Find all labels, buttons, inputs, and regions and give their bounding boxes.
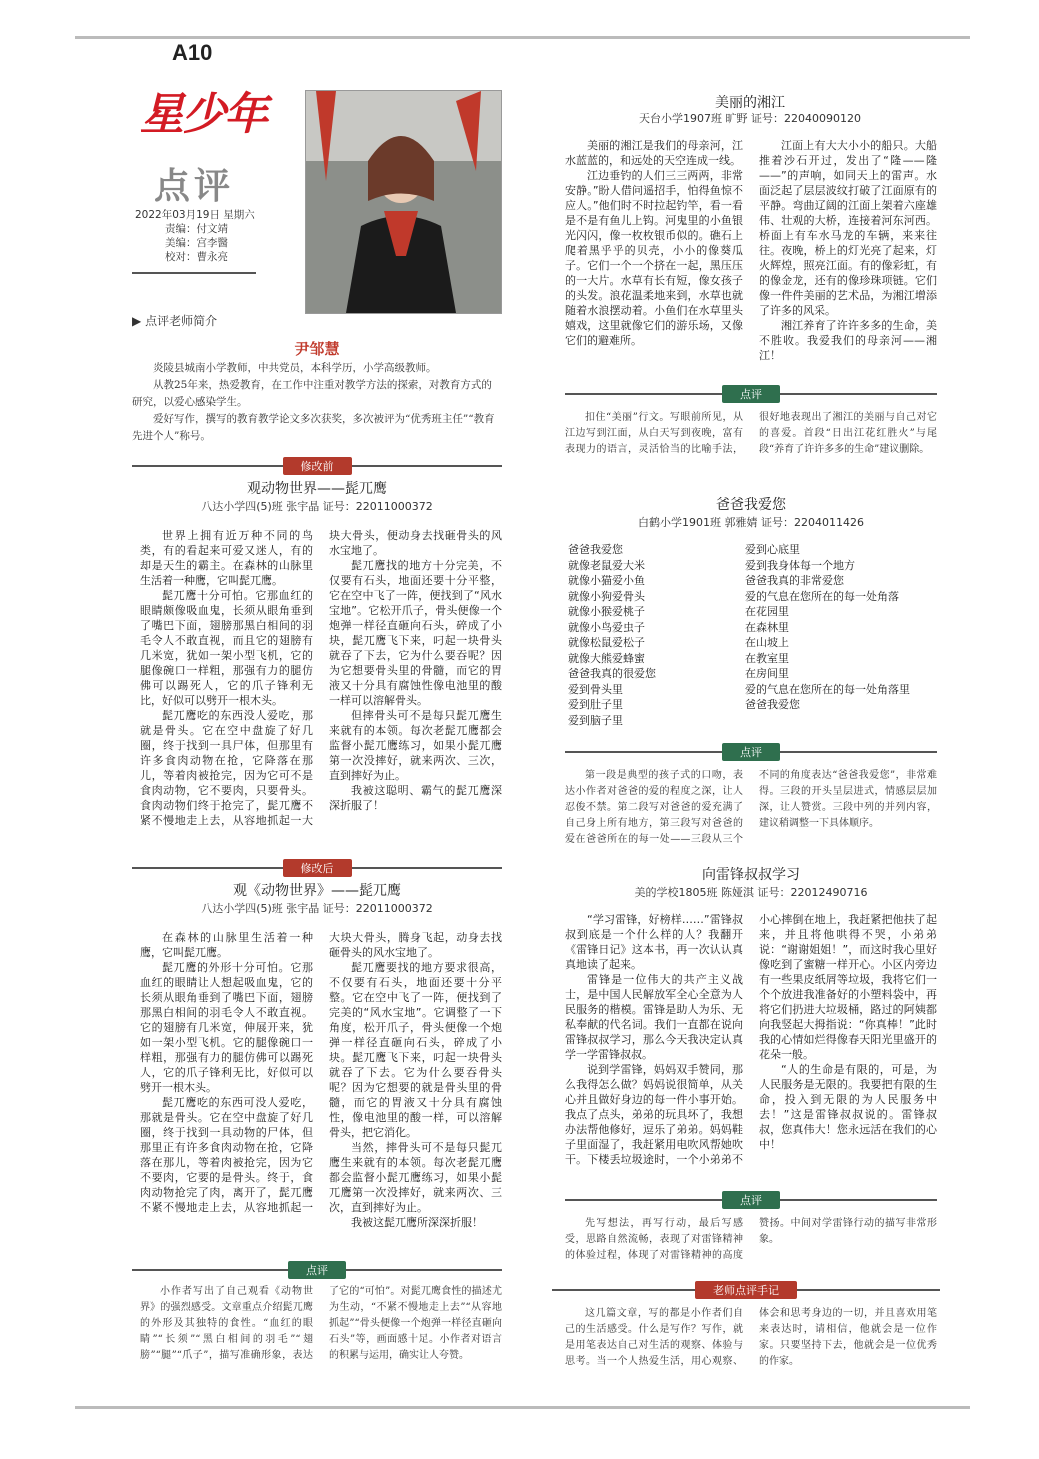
poem-line: 就像老鼠爱大米 xyxy=(568,558,645,572)
comment-1 xyxy=(140,1284,502,1396)
designer: 美编：宫李醫 xyxy=(165,237,228,249)
article1-title: 观动物世界——髭兀鹰 xyxy=(247,481,387,497)
poem-line: 爸爸我爱您 xyxy=(745,698,800,711)
article3-title: 美丽的湘江 xyxy=(715,95,785,111)
article1-para: 我被这聪明、霸气的髭兀鹰深深折服了！ xyxy=(329,784,502,812)
article1-para: 世界上拥有近万种不同的鸟类，有的看起来可爱又迷人，有的却是天生的霸主。在森林的山脉里生活着一种鹰，它叫髭兀鹰。 xyxy=(140,529,313,587)
poem-line: 爱到我身体每一个地方 xyxy=(745,558,855,572)
ribbon-after xyxy=(132,860,502,876)
comment-4 xyxy=(565,1216,937,1272)
article5-para: “人的生命是有限的，可是，为人民服务是无限的。我要把有限的生命，投入到无限的为人民服务中去！”这是雷锋叔叔说的。雷锋叔叔，您真伟大！您永远活在我们的心中！ xyxy=(759,1063,937,1151)
poem-line: 爱的气息在您所在的每一处角落 xyxy=(745,589,899,603)
ribbon-after-label: 修改后 xyxy=(283,859,352,877)
comment-2-text: 扣住“美丽”行文。写眼前所见，从江边写到江面，从白天写到夜晚，富有表现力的语言，灵活恰当的比喻手法，很好地表现出了湘江的美丽与自己对它的喜爱。首段“日出江花红胜火”与尾段“养育了许许多多的生命”建议删除。 xyxy=(565,412,937,455)
ribbon-comment-label: 点评 xyxy=(722,1191,780,1209)
article5-para: 雷锋是一位伟大的共产主义战士，是中国人民解放军全心全意为人民服务的楷模。雷锋是助人为乐、无私奉献的代名词。我们一直都在说向雷锋叔叔学习，那么今天我决定认真学一学雷锋叔叔。 xyxy=(565,973,743,1061)
poem-line: 爱的气息在您所在的每一处角落里 xyxy=(745,682,910,696)
triangle-icon: ▶ xyxy=(132,314,142,328)
poem-line: 在花园里 xyxy=(745,605,789,618)
article1-para: 髭兀鹰找的地方十分完美，不仅要有石头，地面还要十分平整，它在空中飞了一阵，便找到了“风水宝地”。它松开爪子，骨头便像一个炮弹一样径直砸向石头，碎成了小块，髭兀鹰飞下来，叼起一块骨头就吞了下去，它为什么要吞呢？因为它想要骨头里的骨髓，而它的胃液又十分具有腐蚀性像电池里的酸一样可以溶解骨头。 xyxy=(329,559,502,707)
poem-line: 爱到肚子里 xyxy=(568,698,623,711)
poem-line: 就像松鼠爱松子 xyxy=(568,636,645,649)
ribbon-comment-label: 点评 xyxy=(722,385,780,403)
poem-line: 爱到脑子里 xyxy=(568,713,623,727)
article2-para: 髭兀鹰吃的东西可没人爱吃，那就是骨头。它在空中盘旋了好几圈，终于找到一具动物的尸体，但那里正有许多食肉动物在抢，它降落在那儿，等着肉被抢完，因为它不要肉，它要的是骨头。终于，食肉动物抢完了肉，离开了，髭兀鹰不紧不慢地走上去，从容地抓起一大块大骨头，腾身飞起，动身去找砸骨头的风水宝地了。 xyxy=(140,931,502,1214)
ribbon-comment-2 xyxy=(565,386,937,402)
article3-byline: 天台小学1907班 旷野 证号：22040090120 xyxy=(639,112,861,125)
poem-line: 爱到心底里 xyxy=(745,543,800,556)
ribbon-comment-1 xyxy=(132,1262,502,1278)
article2-para: 我被这髭兀鹰所深深折服！ xyxy=(351,1216,483,1229)
comment-4-text: 先写想法，再写行动，最后写感受，思路自然流畅，表现了对雷锋精神的体验过程，体现了对雷锋精神的高度赞扬。中间对学雷锋行动的描写非常形象。 xyxy=(565,1218,937,1261)
poem-line: 就像小猴爱桃子 xyxy=(568,605,645,618)
ribbon-before xyxy=(132,458,502,474)
teacher-intro-label: 点评老师简介 xyxy=(145,314,218,328)
article4-byline: 白鹤小学1901班 郭雅婧 证号：2204011426 xyxy=(638,516,864,529)
article1-para: 髭兀鹰吃的东西没人爱吃，那就是骨头。它在空中盘旋了好几圈，终于找到一具尸体，但那里有许多食肉动物在抢，它降落在那儿，等着肉被抢完，因为它可不是食肉动物，它不要肉，只要骨头。食肉动物们终于抢完了，髭兀鹰不紧不慢地走上去，从容地抓起一大块大骨头，便动身去找砸骨头的风水宝地了。 xyxy=(140,529,502,827)
article3-para: 江面上有大大小小的船只。大船推着沙石开过，发出了“隆——隆——”的声响，如同天上的雷声。水面泛起了层层波纹打破了江面原有的平静。弯曲辽阔的江面上架着六座雄伟、壮观的大桥，连接着河东河西。桥面上有车水马龙的车辆，来来往往。夜晚，桥上的灯光亮了起来，灯火辉煌，照亮江面。有的像彩虹，有的像金龙，还有的像珍珠项链。它们像一件件美丽的艺术品，为湘江增添了许多的风采。 xyxy=(759,139,937,317)
ribbon-teacher-note xyxy=(552,1282,940,1298)
teacher-note-text: 这几篇文章，写的都是小作者们自己的生活感受。什么是写作？写作，就是用笔表达自己对生活的观察、体验与思考。当一个人热爱生活，用心观察、体会和思考身边的一切，并且喜欢用笔来表达时，请相信，他就会是一位作家。只要坚持下去，他就会是一位优秀的作家。 xyxy=(565,1308,937,1367)
article5-body xyxy=(565,912,937,1182)
teacher-name: 尹邹慧 xyxy=(294,340,340,358)
teacher-bio xyxy=(132,360,502,445)
comment-2 xyxy=(565,410,937,482)
article1-body xyxy=(140,528,502,838)
meta-divider xyxy=(132,272,256,274)
teacher-intro-header xyxy=(132,312,217,329)
poem-line: 爸爸我真的非常爱您 xyxy=(745,574,844,587)
proofreader: 校对：曹永亮 xyxy=(165,251,228,263)
article4-title: 爸爸我爱您 xyxy=(716,497,786,513)
article3-para: 江边垂钓的人们三三两两，非常安静。”盼人借问遥招手，怕得鱼惊不应人。”他们时不时拉起钓竿，看一看是不是有鱼儿上钩。河鬼里的小鱼银光闪闪，像一枚枚银币似的。礁石上爬着黑乎乎的贝壳，小小的像葵瓜子。它们一个一个挤在一起，黑压压的一大片。水草有长有短，像女孩子的头发。浪花温柔地来到，水草也就随着水浪摆动着。小鱼们在水草里头嬉戏，这里就像它们的游乐场，又像它们的避难所。 xyxy=(565,169,743,347)
ribbon-teacher-note-label: 老师点评手记 xyxy=(695,1281,797,1299)
comment-3 xyxy=(565,768,937,856)
logo-main: 星少年 xyxy=(140,90,266,139)
article1-para: 但摔骨头可不是每只髭兀鹰生来就有的本领。每次老髭兀鹰都会监督小髭兀鹰练习，如果小髭兀鹰第一次没摔好，就来两次、三次，直到摔好为止。 xyxy=(329,709,502,782)
poem-line: 在山坡上 xyxy=(745,636,789,649)
article3-body xyxy=(565,138,937,374)
page-number: A10 xyxy=(172,40,213,65)
ribbon-comment-label: 点评 xyxy=(288,1261,346,1279)
bio-para: 爱好写作，撰写的教育教学论文多次获奖，多次被评为“优秀班主任”“教育先进个人”称号。 xyxy=(132,413,495,442)
bottom-rule xyxy=(75,1406,970,1409)
bio-para: 从教25年来，热爱教育，在工作中注重对教学方法的探索，对教育方式的研究，以爱心感染学生。 xyxy=(132,379,492,408)
article2-para: 在森林的山脉里生活着一种鹰，它叫髭兀鹰。 xyxy=(140,931,313,959)
ribbon-comment-3 xyxy=(565,744,937,760)
article5-para: “学习雷锋，好榜样……”雷锋叔叔到底是一个什么样的人？我翻开《雷锋日记》这本书，再一次认认真真地读了起来。 xyxy=(565,913,743,971)
poem-line: 爸爸我真的很爱您 xyxy=(568,667,656,680)
poem-line: 爱到骨头里 xyxy=(568,682,623,696)
article5-title: 向雷锋叔叔学习 xyxy=(702,867,800,883)
issue-date: 2022年03月19日 星期六 xyxy=(135,209,255,221)
article2-body xyxy=(140,930,502,1250)
article2-title: 观《动物世界》——髭兀鹰 xyxy=(233,883,401,899)
poem-col-1 xyxy=(568,542,748,728)
poem-col-2 xyxy=(745,542,940,713)
issue-meta xyxy=(135,208,295,264)
article2-para: 髭兀鹰的外形十分可怕。它那血红的眼睛让人想起吸血鬼，它的长须从眼角垂到了嘴巴下面，翅膀那黑白相间的羽毛令人不敢直视。它的翅膀有几米宽，伸展开来，犹如一架小型飞机。它的腿像碗口一样粗，那强有力的腿仿佛可以踢死人，它的爪子锋利无比，好似可以劈开一根木头。 xyxy=(140,961,313,1094)
article2-para: 髭兀鹰要找的地方要求很高，不仅要有石头，地面还要十分平整。它在空中飞了一阵，便找到了完美的“风水宝地”。它调整了一下角度，松开爪子，骨头便像一个炮弹一样径直砸向石头，碎成了小块。髭兀鹰飞下来，叼起一块骨头就吞了下去。它为什么要吞骨头呢？因为它想要的就是骨头里的骨髓，而它的胃液又十分具有腐蚀性，像电池里的酸一样，可以溶解骨头，把它消化。 xyxy=(329,961,502,1139)
article3-para: 美丽的湘江是我们的母亲河，江水蓝蓝的，和远处的天空连成一线。 xyxy=(565,139,743,167)
top-rule xyxy=(75,36,970,39)
poem-line: 在森林里 xyxy=(745,620,789,634)
article3-para: 湘江养育了许许多多的生命，美不胜收。我爱我们的母亲河——湘江！ xyxy=(759,319,937,362)
bio-para: 炎陵县城南小学教师，中共党员，本科学历，小学高级教师。 xyxy=(153,362,437,374)
teacher-note xyxy=(565,1306,937,1398)
article2-para: 当然，摔骨头可不是每只髭兀鹰生来就有的本领。每次老髭兀鹰都会监督小髭兀鹰练习，如果小髭兀鹰第一次没摔好，就来两次、三次，直到摔好为止。 xyxy=(329,1141,502,1214)
comment-1-text: 小作者写出了自己观看《动物世界》的强烈感受。文章重点介绍髭兀鹰的外形及其独特的食性。“血红的眼睛”“长须”“黑白相间的羽毛”“翅膀”“腿”“爪子”，描写准确形象，表达了它的“可怕”。对髭兀鹰食性的描述尤为生动，“不紧不慢地走上去”“从容地抓起”“骨头便像一个炮弹一样径直砸向石头”等，画面感十足。小作者对语言的积累与运用，确实让人夸赞。 xyxy=(140,1286,502,1361)
teacher-photo xyxy=(305,90,502,314)
editor: 责编：付文靖 xyxy=(165,223,228,235)
poem-line: 就像小猫爱小鱼 xyxy=(568,574,645,587)
poem-line: 就像小狗爱骨头 xyxy=(568,589,645,603)
poem-line: 就像小鸟爱虫子 xyxy=(568,620,645,634)
comment-3-text: 第一段是典型的孩子式的口吻，表达小作者对爸爸的爱的程度之深，让人忍俊不禁。第二段写对爸爸的爱充满了自己身上所有地方，第三段写对爸爸的爱在爸爸所在的每一处——三段从三个不同的角度表达“爸爸我爱您”，非常难得。三段的开头呈层进式，情感层层加深，让人赞赏。三段中列的并列内容，建议稍调整一下具体顺序。 xyxy=(565,770,937,845)
ribbon-comment-4 xyxy=(565,1192,937,1208)
article5-para: 说到学雷锋，妈妈双手赞同，那么我得怎么做？妈妈说很简单，从关心并且做好身边的每一件小事开始。我点了点头，弟弟的玩具坏了，我想办法帮他修好，逗乐了弟弟。妈妈鞋子里面湿了，我赶紧用电吹风帮她吹干。下楼丢垃圾途时，一个小弟弟不小心摔倒在地上，我赶紧把他扶了起来，并且将他哄得不哭，小弟弟说：“谢谢姐姐！”，而这时我心里好像吃到了蜜糖一样开心。小区内旁边有一些果皮纸屑等垃圾，我将它们一个个放进我准备好的小塑料袋中，再将它们扔进大垃圾桶，路过的阿姨都向我竖起大拇指说：“你真棒！”此时我的心情如烂得像春天阳光里盛开的花朵一般。 xyxy=(565,913,937,1166)
article1-byline: 八达小学四(5)班 张宇晶 证号：22011000372 xyxy=(201,500,433,513)
article1-para: 髭兀鹰十分可怕。它那血红的眼睛颇像吸血鬼，长须从眼角垂到了嘴巴下面，翅膀那黑白相间的羽毛令人不敢直视，而且它的翅膀有几米宽，犹如一架小型飞机，它的腿像碗口一样粗，那强有力的腿仿佛可以踢死人，它的爪子锋利无比，好似可以劈开一根木头。 xyxy=(140,589,313,707)
ribbon-before-label: 修改前 xyxy=(283,457,352,475)
article5-byline: 美的学校1805班 陈娅淇 证号：22012490716 xyxy=(634,886,868,899)
logo-sub: 点评 xyxy=(154,165,235,207)
poem-line: 在房间里 xyxy=(745,667,789,680)
poem-line: 就像大熊爱蜂蜜 xyxy=(568,651,645,665)
poem-line: 在教室里 xyxy=(745,651,789,665)
article2-byline: 八达小学四(5)班 张宇晶 证号：22011000372 xyxy=(201,902,433,915)
ribbon-comment-label: 点评 xyxy=(722,743,780,761)
poem-line: 爸爸我爱您 xyxy=(568,543,623,556)
